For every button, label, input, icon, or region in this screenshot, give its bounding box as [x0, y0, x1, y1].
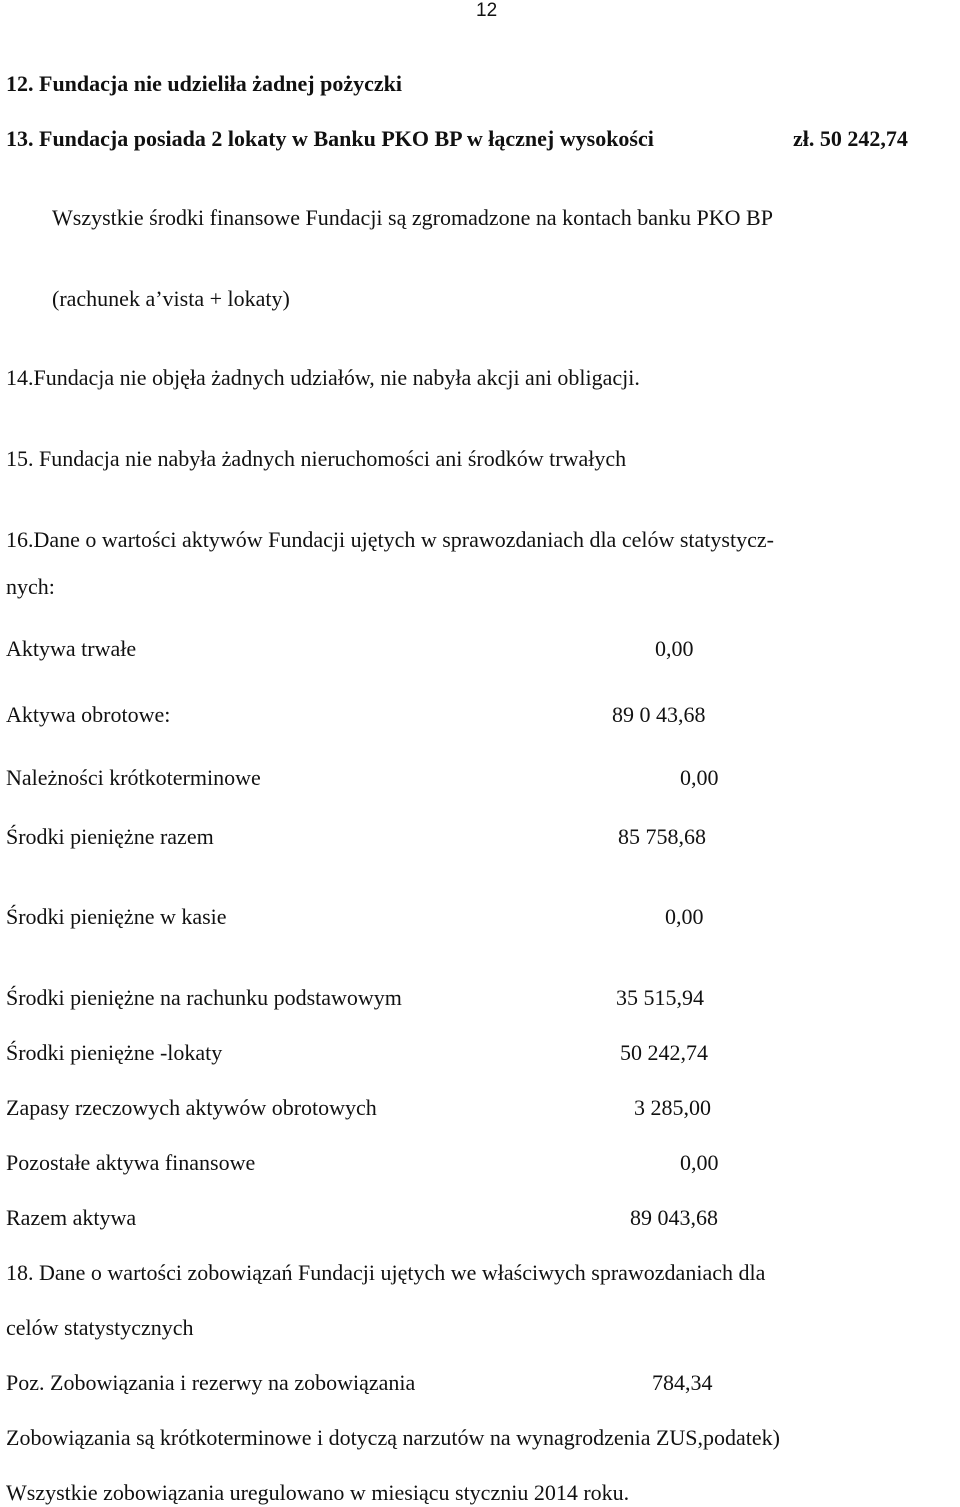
liabilities-note: Zobowiązania są krótkoterminowe i dotyczą narzutów na wynagrodzenia ZUS,podatek): [6, 1425, 781, 1450]
item-16-cont: nych:: [6, 574, 55, 599]
asset-label: Środki pieniężne w kasie: [6, 904, 227, 929]
asset-value: 0,00: [680, 765, 719, 790]
asset-label: Środki pieniężne na rachunku podstawowym: [6, 985, 402, 1010]
asset-label: Pozostałe aktywa finansowe: [6, 1150, 256, 1175]
liabilities-label: Poz. Zobowiązania i rezerwy na zobowiązania: [6, 1370, 416, 1395]
asset-label: Należności krótkoterminowe: [6, 765, 261, 790]
asset-value: 35 515,94: [616, 985, 704, 1010]
asset-total-value: 89 043,68: [630, 1205, 718, 1230]
item-13-note-cont: (rachunek a’vista + lokaty): [52, 286, 290, 311]
asset-label: Aktywa trwałe: [6, 636, 137, 661]
asset-value: 0,00: [655, 636, 694, 661]
asset-value: 3 285,00: [634, 1095, 711, 1120]
asset-value: 89 0 43,68: [612, 702, 706, 727]
item-14: 14.Fundacja nie objęła żadnych udziałów, nie nabyła akcji ani obligacji.: [6, 365, 640, 390]
item-18: 18. Dane o wartości zobowiązań Fundacji ujętych we właściwych sprawozdaniach dla: [6, 1260, 766, 1285]
item-13-note: Wszystkie środki finansowe Fundacji są zgromadzone na kontach banku PKO BP: [52, 205, 773, 230]
page-number: 12: [476, 0, 498, 21]
item-13: 13. Fundacja posiada 2 lokaty w Banku PKO BP w łącznej wysokości: [6, 126, 654, 151]
asset-label: Środki pieniężne -lokaty: [6, 1040, 223, 1065]
asset-label: Zapasy rzeczowych aktywów obrotowych: [6, 1095, 377, 1120]
asset-label: Środki pieniężne razem: [6, 824, 214, 849]
item-13-amount: zł. 50 242,74: [793, 126, 908, 151]
item-15: 15. Fundacja nie nabyła żadnych nieruchomości ani środków trwałych: [6, 446, 627, 471]
asset-value: 50 242,74: [620, 1040, 708, 1065]
asset-value: 0,00: [680, 1150, 719, 1175]
asset-label: Aktywa obrotowe:: [6, 702, 171, 727]
liabilities-settled: Wszystkie zobowiązania uregulowano w miesiącu styczniu 2014 roku.: [6, 1480, 630, 1505]
item-18-cont: celów statystycznych: [6, 1315, 194, 1340]
liabilities-value: 784,34: [652, 1370, 713, 1395]
item-16: 16.Dane o wartości aktywów Fundacji ujętych w sprawozdaniach dla celów statystycz-: [6, 527, 774, 552]
asset-total-label: Razem aktywa: [6, 1205, 137, 1230]
item-12: 12. Fundacja nie udzieliła żadnej pożyczki: [6, 71, 402, 96]
asset-value: 85 758,68: [618, 824, 706, 849]
asset-value: 0,00: [665, 904, 704, 929]
